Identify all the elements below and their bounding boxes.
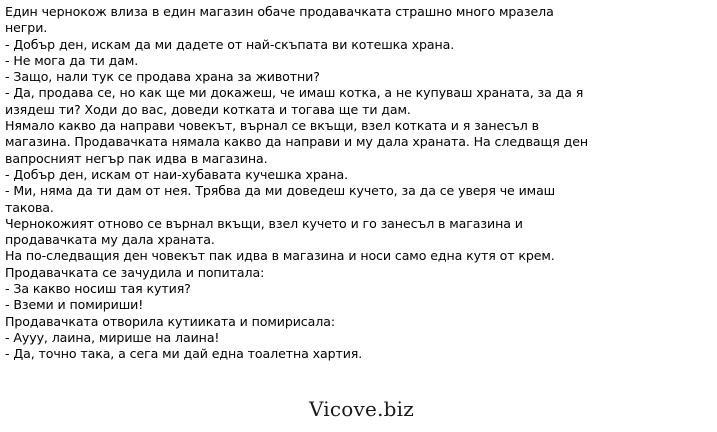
joke-text-block — [5, 4, 705, 363]
joke-line: такова. — [5, 199, 54, 215]
joke-line: - Добър ден, искам от наи-хубавата кучешка храна. — [5, 166, 349, 182]
site-watermark: Vicove.biz — [309, 397, 414, 421]
joke-line: - Вземи и помириши! — [5, 297, 144, 313]
joke-line: - Да, точно така, а сега ми дай една тоалетна хартия. — [5, 346, 363, 362]
joke-line: Продавачката отворила кутиикaта и помирисала: — [5, 313, 335, 329]
joke-line: - Защо, нали тук се продава храна за животни? — [5, 69, 320, 85]
joke-line: - Да, продава се, но как ще ми докажеш, че имаш котка, а не купуваш храната, за да я — [5, 85, 584, 101]
joke-line: На по-следващия ден човекът пак идва в магазина и носи само една кутя от крем. — [5, 248, 555, 264]
joke-line: магазина. Продавачката нямала какво да направи и му дала храната. На следващя ден — [5, 134, 589, 150]
joke-line: - Аууу, лаина, мирише на лаина! — [5, 329, 220, 345]
joke-line: Чернокожият отново се върнал вкъщи, взел кучето и го занесъл в магазина и — [5, 215, 523, 231]
joke-line: - Добър ден, искам да ми дадете от най-скъпата ви котешка храна. — [5, 36, 455, 52]
joke-line: вапросният негър пак идва в магазина. — [5, 150, 268, 166]
joke-line: Един чернокож влиза в един магазин обаче продавачката страшно много мразела — [5, 4, 554, 19]
joke-line: изядеш ти? Ходи до вас, доведи котката и тогава ще ти дам. — [5, 101, 411, 117]
joke-line: продавачката му дала храната. — [5, 232, 215, 248]
joke-line: - За какво носиш тая кутия? — [5, 281, 191, 297]
joke-line: Нямало какво да направи човекът, върнал се вкъщи, взел котката и я занесъл в — [5, 118, 539, 134]
joke-line: - Не мога да ти дам. — [5, 52, 139, 68]
joke-line: негри. — [5, 20, 48, 36]
joke-line: Продавачката се зачудила и попитала: — [5, 264, 265, 280]
joke-line: - Ми, няма да ти дам от нея. Трябва да ми доведеш кучето, за да се уверя че имаш — [5, 183, 556, 199]
